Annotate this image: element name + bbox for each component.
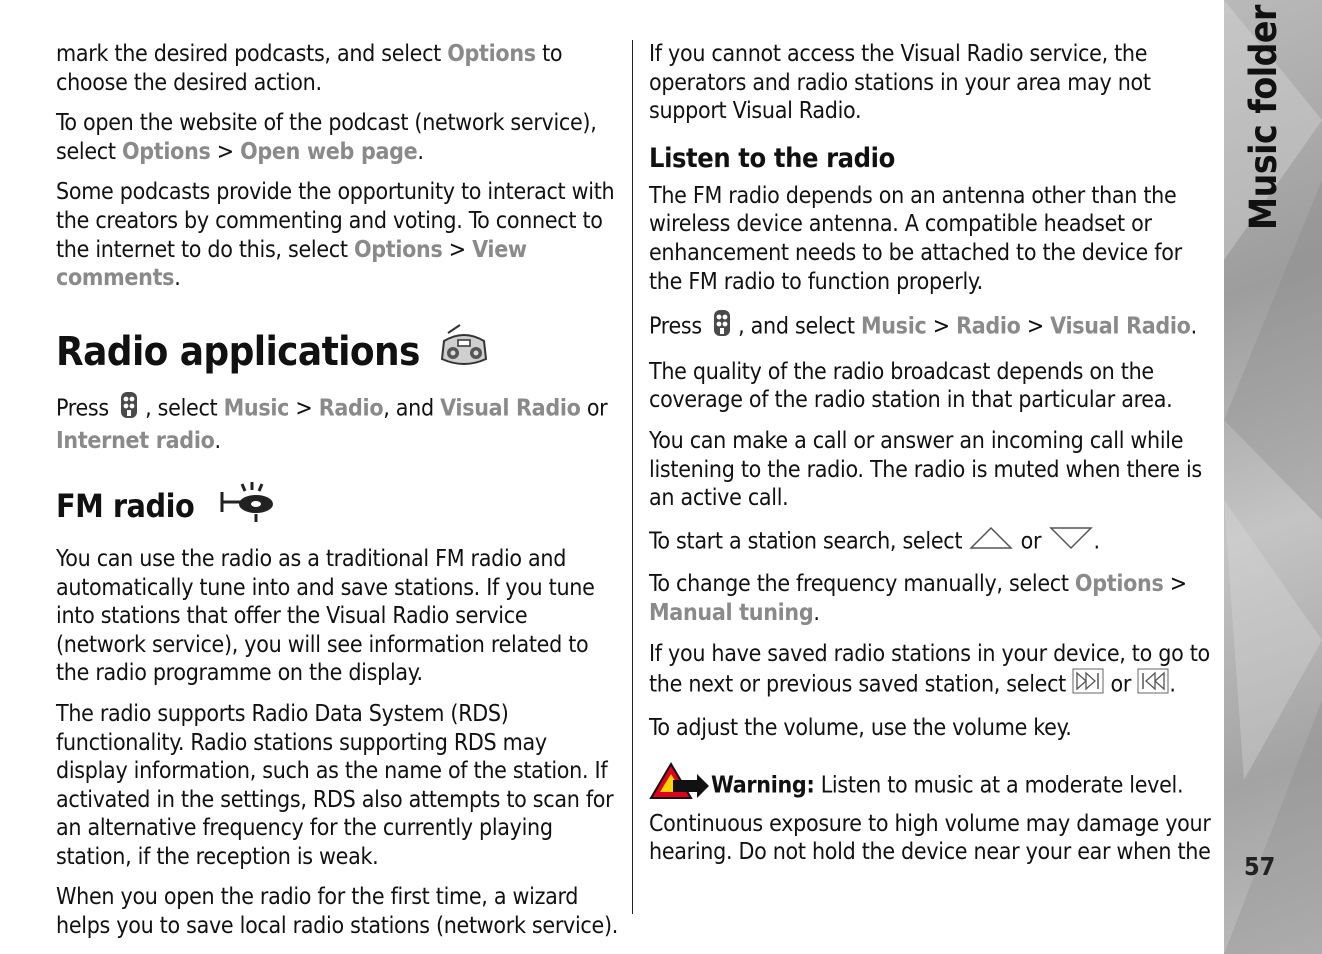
text: , and select (738, 313, 861, 340)
section-title: Music folder (1242, 5, 1285, 230)
paragraph (649, 640, 1214, 702)
triangle-up-icon (968, 525, 1014, 559)
menu-music: Music (223, 395, 290, 422)
paragraph (56, 390, 621, 456)
heading-listen-to-the-radio: Listen to the radio (649, 142, 895, 174)
warning-text: Listen to music at a moderate level. Continuous exposure to high volume may damage your hearing. Do not hold the device near your ear when the (649, 772, 1211, 866)
right-column (649, 40, 1214, 867)
menu-separator: > (1163, 571, 1187, 598)
menu-options: Options (1074, 571, 1164, 598)
text: . (174, 265, 181, 292)
triangle-down-icon (1048, 525, 1094, 559)
paragraph (56, 178, 621, 292)
page-number: 57 (1244, 852, 1276, 881)
paragraph: The quality of the radio broadcast depends on the coverage of the radio station in that particular area. (649, 358, 1173, 414)
paragraph: To adjust the volume, use the volume key. (649, 714, 1072, 741)
text: To change the frequency manually, select (649, 571, 1075, 598)
menu-separator: > (210, 138, 241, 165)
text: . (1190, 313, 1197, 340)
heading-fm-radio (56, 480, 621, 533)
menu-separator: > (442, 236, 473, 263)
menu-options: Options (121, 138, 211, 165)
text: or (1014, 528, 1048, 555)
text: . (813, 599, 820, 626)
warning-label: Warning: (711, 772, 815, 799)
paragraph (56, 40, 621, 97)
menu-key-icon (115, 390, 145, 428)
text: or (580, 395, 608, 422)
sidebar-tab (1224, 0, 1322, 954)
menu-separator: > (1020, 313, 1051, 340)
left-column (56, 40, 621, 941)
menu-open-web-page: Open web page (240, 138, 418, 165)
text: . (214, 428, 221, 455)
menu-visual-radio: Visual Radio (1050, 313, 1191, 340)
text: , and (383, 395, 441, 422)
text: Some podcasts provide the opportunity to interact with the creators by commenting and voting. To connect to the internet to do this, select (56, 179, 615, 263)
menu-options: Options (353, 236, 443, 263)
menu-separator: > (926, 313, 957, 340)
text: If you have saved radio stations in your device, to go to the next or previous saved station, select (649, 640, 1210, 698)
menu-key-icon (708, 308, 738, 346)
text: to choose the desired action. (56, 41, 563, 96)
menu-manual-tuning: Manual tuning (649, 599, 814, 626)
text: . (1169, 671, 1176, 698)
heading-text: Radio applications (56, 329, 420, 376)
paragraph (649, 525, 1214, 559)
text: mark the desired podcasts, and select (56, 41, 448, 67)
warning-paragraph (649, 762, 1214, 867)
menu-radio: Radio (318, 395, 384, 422)
skip-previous-icon (1137, 668, 1169, 702)
text: To open the website of the podcast (network service), select (56, 110, 597, 165)
heading-text: FM radio (56, 487, 195, 526)
radio-device-icon (438, 323, 490, 382)
menu-radio: Radio (956, 313, 1021, 340)
paragraph (56, 109, 621, 166)
text: or (1104, 671, 1138, 698)
menu-options: Options (447, 41, 536, 67)
menu-visual-radio: Visual Radio (440, 395, 581, 422)
paragraph: If you cannot access the Visual Radio service, the operators and radio stations in your area may not support Visual Radio. (649, 41, 1151, 125)
heading-radio-applications (56, 323, 621, 382)
fm-radio-icon (216, 480, 276, 533)
paragraph (649, 570, 1214, 627)
menu-view-comments: View comments (56, 236, 527, 292)
text: . (1093, 528, 1100, 555)
paragraph: When you open the radio for the first time, a wizard helps you to save local radio stations (network service). (56, 884, 618, 940)
paragraph (649, 308, 1214, 346)
text: Press (649, 313, 709, 340)
paragraph: The FM radio depends on an antenna other than the wireless device antenna. A compatible headset or enhancement needs to be attached to the device for the FM radio to function properly. (649, 182, 1182, 295)
warning-icon (649, 762, 711, 810)
paragraph: You can make a call or answer an incoming call while listening to the radio. The radio is muted when there is an active call. (649, 427, 1202, 512)
menu-internet-radio: Internet radio (56, 428, 215, 455)
menu-music: Music (860, 313, 927, 340)
text: Press (56, 395, 116, 422)
paragraph: The radio supports Radio Data System (RDS) functionality. Radio stations supporting RDS may display information, such as the name of the station. If activated in the settings, RDS also attempts to scan for an alternative frequency for the currently playing station, if the reception is weak. (56, 700, 614, 870)
column-divider (632, 40, 633, 914)
text: , select (145, 395, 224, 422)
text: To start a station search, select (649, 528, 969, 555)
menu-separator: > (289, 395, 319, 422)
skip-next-icon (1072, 668, 1104, 702)
text: . (417, 138, 424, 165)
paragraph: You can use the radio as a traditional FM radio and automatically tune into and save stations. If you tune into stations that offer the Visual Radio service (network service), you will see information related to the radio programme on the display. (56, 545, 595, 687)
